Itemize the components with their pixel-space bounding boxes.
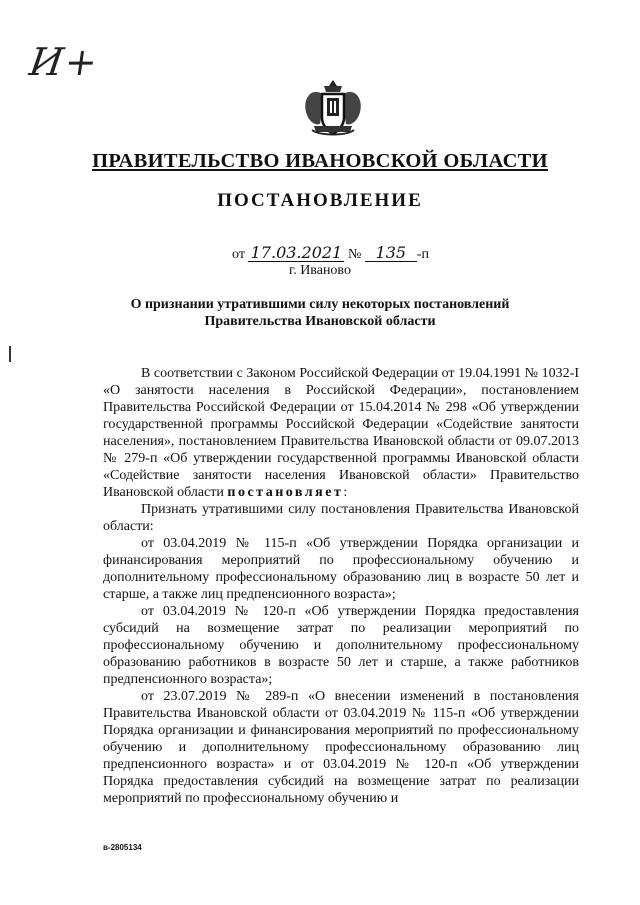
preamble-paragraph <box>103 365 579 501</box>
document-type: ПОСТАНОВЛЕНИЕ <box>217 190 423 211</box>
body-paragraph: от 03.04.2019 № 115-п «Об утверждении Порядка организации и финансирования мероприятий по профессиональному обучению и дополнительному профессиональному образованию лиц в возрасте 50 лет и старше, а также лиц предпенсионного возраста»; <box>103 536 579 602</box>
body-paragraph: от 23.07.2019 № 289-п «О внесении изменений в постановления Правительства Ивановской области от 03.04.2019 № 115-п «Об утверждении Порядка организации и финансирования мероприятий по профессиональному обучению и дополнительному профессиональному образованию лиц предпенсионного возраста» и от 03.04.2019 № 120-п «Об утверждении Порядка предоставления субсидий на возмещение затрат по реализации мероприятий по профессиональному обучению и <box>103 689 579 806</box>
city: г. Иваново <box>289 263 351 278</box>
date-handwritten: 17.03.2021 <box>248 245 344 262</box>
decree-word: постановляет <box>227 485 344 500</box>
subject-line-1: О признании утратившими силу некоторых постановлений <box>130 297 510 312</box>
body-paragraph: от 03.04.2019 № 120-п «Об утверждении Порядка предоставления субсидий на возмещение затрат по реализации мероприятий по профессиональному обучению и дополнительному профессиональному образованию работников в возрасте 50 лет и старше, а также работников предпенсионного возраста»; <box>103 604 579 687</box>
subject-line-2: Правительства Ивановской области <box>204 314 436 329</box>
date-number-line <box>232 245 429 263</box>
number-prefix: № <box>347 247 362 262</box>
document-body <box>103 365 579 807</box>
body-paragraph: Признать утратившими силу постановления Правительства Ивановской области: <box>103 502 579 534</box>
footer-code: в-2805134 <box>103 843 142 852</box>
subject-heading <box>0 296 640 330</box>
margin-mark <box>9 346 11 362</box>
number-suffix: -п <box>416 247 429 262</box>
number-handwritten: 135 <box>365 245 417 262</box>
handwritten-note: И+ <box>26 40 103 84</box>
date-prefix: от <box>232 247 245 262</box>
decree-colon: : <box>343 485 348 500</box>
preamble-text: В соответствии с Законом Российской Федерации от 19.04.1991 № 1032-I «О занятости населения в Российской Федерации», постановлением Правительства Российской Федерации от 15.04.2014 № 298 «Об утверждении государственной программы Российской Федерации «Содействие занятости населения», постановлением Правительства Ивановской области от 09.07.2013 № 279-п «Об утверждении государственной программы Ивановской области «Содействие занятости населения Ивановской области» Правительство Ивановской области <box>103 366 579 500</box>
government-title: ПРАВИТЕЛЬСТВО ИВАНОВСКОЙ ОБЛАСТИ <box>92 150 548 172</box>
coat-of-arms-icon <box>302 78 364 140</box>
